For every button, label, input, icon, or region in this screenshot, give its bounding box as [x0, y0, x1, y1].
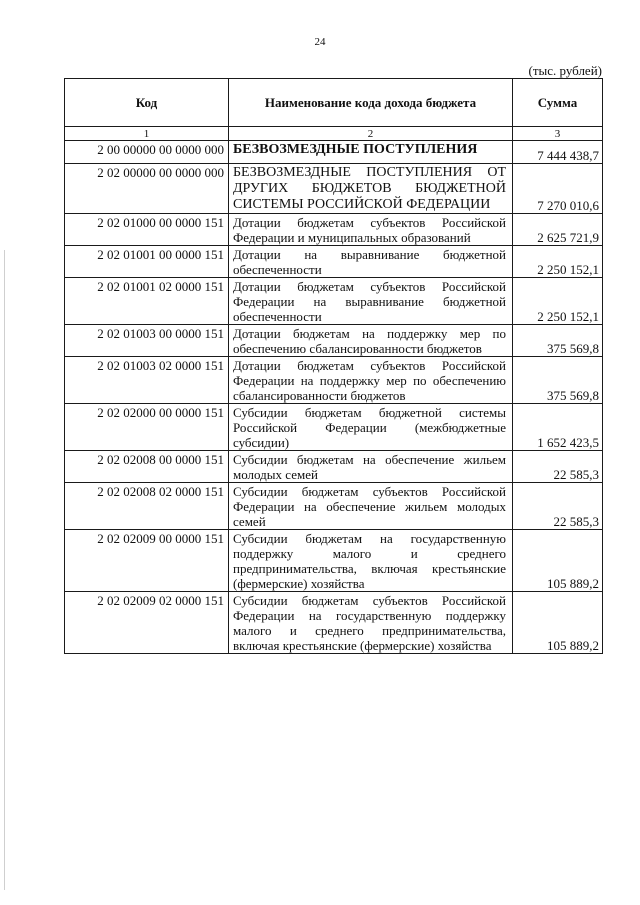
table-row	[65, 325, 603, 357]
row-sum: 375 569,8	[513, 357, 603, 404]
row-name: Дотации бюджетам субъектов Российской Федерации и муниципальных образований	[229, 214, 513, 246]
row-code: 2 02 02008 02 0000 151	[65, 483, 229, 530]
row-code: 2 02 01001 02 0000 151	[65, 278, 229, 325]
row-sum: 105 889,2	[513, 530, 603, 592]
header-name: Наименование кода дохода бюджета	[229, 79, 513, 127]
row-code: 2 02 02009 02 0000 151	[65, 592, 229, 654]
table-row	[65, 483, 603, 530]
revenue-table	[64, 78, 603, 654]
row-sum: 1 652 423,5	[513, 404, 603, 451]
column-number: 3	[513, 127, 603, 141]
row-sum: 2 250 152,1	[513, 246, 603, 278]
row-sum: 22 585,3	[513, 451, 603, 483]
table-row	[65, 357, 603, 404]
row-code: 2 02 01000 00 0000 151	[65, 214, 229, 246]
row-name: Субсидии бюджетам субъектов Российской Федерации на государственную поддержку малого и среднего предпринимательства, включая крестьянские (фермерские) хозяйства	[229, 592, 513, 654]
row-sum: 2 625 721,9	[513, 214, 603, 246]
table-row	[65, 530, 603, 592]
table-header-row	[65, 79, 603, 127]
row-name: Дотации на выравнивание бюджетной обеспеченности	[229, 246, 513, 278]
row-sum: 7 444 438,7	[513, 141, 603, 164]
row-name: Дотации бюджетам субъектов Российской Федерации на поддержку мер по обеспечению сбалансированности бюджетов	[229, 357, 513, 404]
row-sum: 7 270 010,6	[513, 164, 603, 214]
column-number: 2	[229, 127, 513, 141]
row-name: Субсидии бюджетам бюджетной системы Российской Федерации (межбюджетные субсидии)	[229, 404, 513, 451]
row-name: БЕЗВОЗМЕЗДНЫЕ ПОСТУПЛЕНИЯ	[229, 141, 513, 164]
row-name: Субсидии бюджетам на государственную поддержку малого и среднего предпринимательства, включая крестьянские (фермерские) хозяйства	[229, 530, 513, 592]
row-code: 2 02 01003 02 0000 151	[65, 357, 229, 404]
row-code: 2 02 02000 00 0000 151	[65, 404, 229, 451]
row-name: Дотации бюджетам субъектов Российской Федерации на выравнивание бюджетной обеспеченности	[229, 278, 513, 325]
row-code: 2 00 00000 00 0000 000	[65, 141, 229, 164]
row-name: Дотации бюджетам на поддержку мер по обеспечению сбалансированности бюджетов	[229, 325, 513, 357]
table-row	[65, 278, 603, 325]
row-sum: 2 250 152,1	[513, 278, 603, 325]
table-row	[65, 404, 603, 451]
row-sum: 375 569,8	[513, 325, 603, 357]
row-name: Субсидии бюджетам субъектов Российской Федерации на обеспечение жильем молодых семей	[229, 483, 513, 530]
units-label: (тыс. рублей)	[528, 63, 602, 78]
column-number: 1	[65, 127, 229, 141]
row-code: 2 02 01003 00 0000 151	[65, 325, 229, 357]
table-row	[65, 592, 603, 654]
scan-edge-line	[4, 250, 5, 890]
table-row	[65, 214, 603, 246]
row-name: БЕЗВОЗМЕЗДНЫЕ ПОСТУПЛЕНИЯ ОТ ДРУГИХ БЮДЖЕТОВ БЮДЖЕТНОЙ СИСТЕМЫ РОССИЙСКОЙ ФЕДЕРАЦИИ	[229, 164, 513, 214]
row-code: 2 02 01001 00 0000 151	[65, 246, 229, 278]
row-sum: 105 889,2	[513, 592, 603, 654]
table-row	[65, 141, 603, 164]
page-number: 24	[314, 36, 326, 48]
column-number-row	[65, 127, 603, 141]
row-name: Субсидии бюджетам на обеспечение жильем молодых семей	[229, 451, 513, 483]
table-row	[65, 451, 603, 483]
table-row	[65, 246, 603, 278]
row-sum: 22 585,3	[513, 483, 603, 530]
row-code: 2 02 02009 00 0000 151	[65, 530, 229, 592]
table-row	[65, 164, 603, 214]
row-code: 2 02 00000 00 0000 000	[65, 164, 229, 214]
header-sum: Сумма	[513, 79, 603, 127]
row-code: 2 02 02008 00 0000 151	[65, 451, 229, 483]
header-code: Код	[65, 79, 229, 127]
